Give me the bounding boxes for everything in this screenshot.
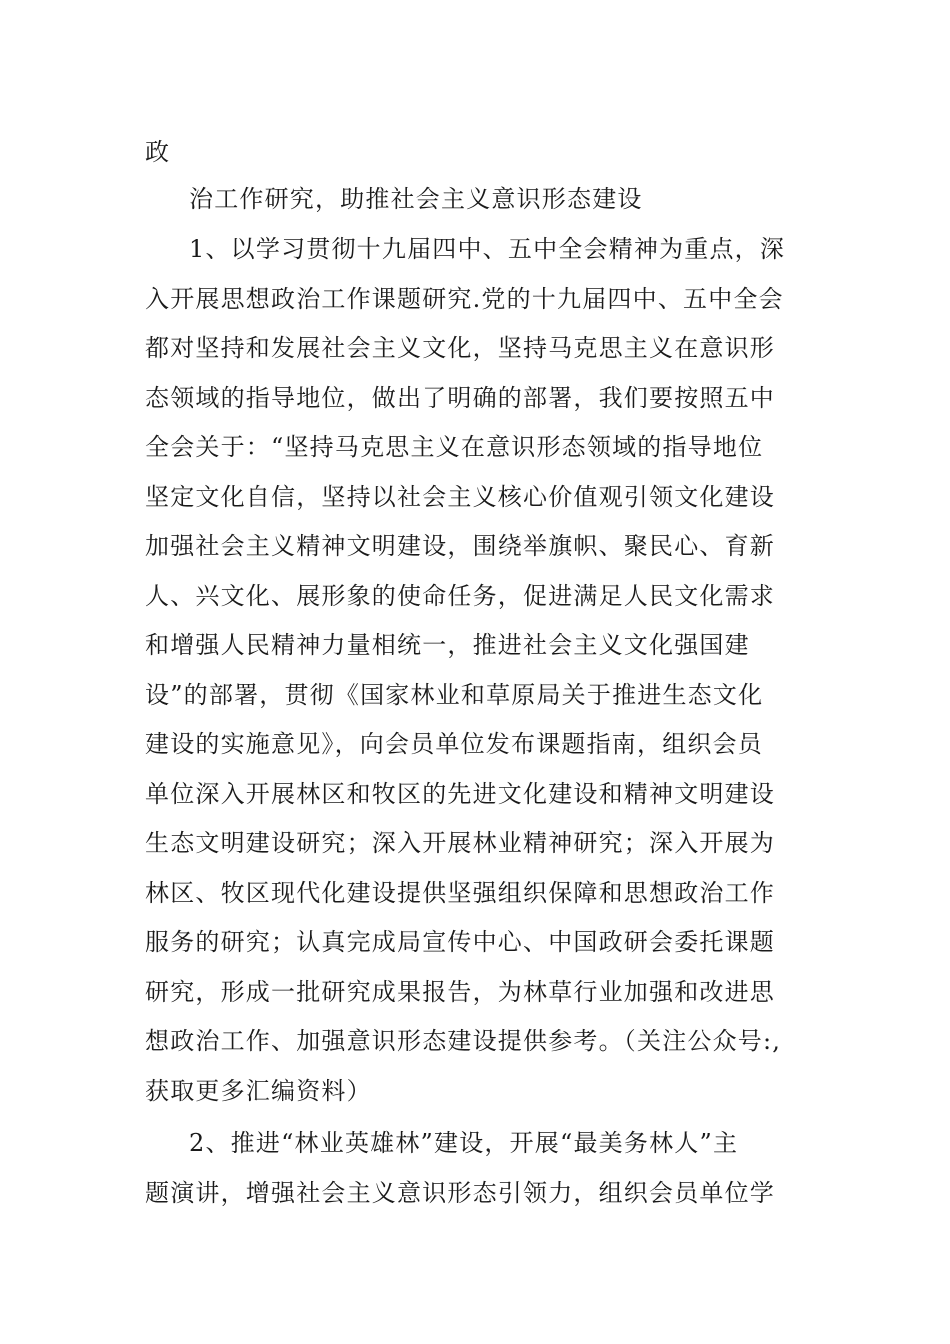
heading-char bbox=[145, 128, 815, 178]
paragraph-line: 建设的实施意见》，向会员单位发布课题指南，组织会员 bbox=[145, 730, 763, 758]
heading-line bbox=[145, 175, 815, 225]
paragraph-line: 想政治工作、加强意识形态建设提供参考。（关注公众号:, bbox=[145, 1027, 782, 1055]
paragraph-line: 1、以学习贯彻十九届四中、五中全会精神为重点，深 bbox=[189, 235, 786, 263]
heading-char-text: 政 bbox=[145, 138, 171, 166]
paragraph-line: 研究，形成一批研究成果报告，为林草行业加强和改进思 bbox=[145, 977, 775, 1006]
paragraph-line: 林区、牧区现代化建设提供坚强组织保障和思想政治工作 bbox=[145, 878, 775, 907]
heading-line-text: 治工作研究，助推社会主义意识形态建设 bbox=[189, 185, 643, 213]
paragraph-line: 全会关于：“坚持马克思主义在意识形态领域的指导地位 bbox=[145, 433, 764, 461]
paragraph-line: 态领域的指导地位，做出了明确的部署，我们要按照五中 bbox=[145, 383, 775, 412]
paragraph-line: 和增强人民精神力量相统一，推进社会主义文化强国建 bbox=[145, 631, 750, 659]
paragraph-line: 生态文明建设研究；深入开展林业精神研究；深入开展为 bbox=[145, 829, 775, 857]
paragraph-line: 2、推进“林业英雄林”建设，开展“最美务林人”主 bbox=[189, 1129, 739, 1157]
paragraph-line: 人、兴文化、展形象的使命任务，促进满足人民文化需求 bbox=[145, 581, 775, 610]
paragraph-line: 单位深入开展林区和牧区的先进文化建设和精神文明建设 bbox=[145, 779, 775, 808]
paragraph-2 bbox=[145, 1119, 815, 1218]
paragraph-line: 设”的部署，贯彻《国家林业和草原局关于推进生态文化 bbox=[145, 680, 764, 709]
paragraph-line: 坚定文化自信，坚持以社会主义核心价值观引领文化建设 bbox=[145, 482, 775, 511]
paragraph-line: 题演讲，增强社会主义意识形态引领力，组织会员单位学 bbox=[145, 1178, 775, 1207]
paragraph-line: 入开展思想政治工作课题研究.党的十九届四中、五中全会 bbox=[145, 284, 784, 313]
paragraph-1 bbox=[145, 225, 815, 1116]
paragraph-line: 加强社会主义精神文明建设，围绕举旗帜、聚民心、育新 bbox=[145, 532, 775, 560]
paragraph-line: 服务的研究；认真完成局宣传中心、中国政研会委托课题 bbox=[145, 928, 775, 956]
paragraph-line: 获取更多汇编资料） bbox=[145, 1076, 372, 1105]
paragraph-line: 都对坚持和发展社会主义文化，坚持马克思主义在意识形 bbox=[145, 334, 775, 362]
